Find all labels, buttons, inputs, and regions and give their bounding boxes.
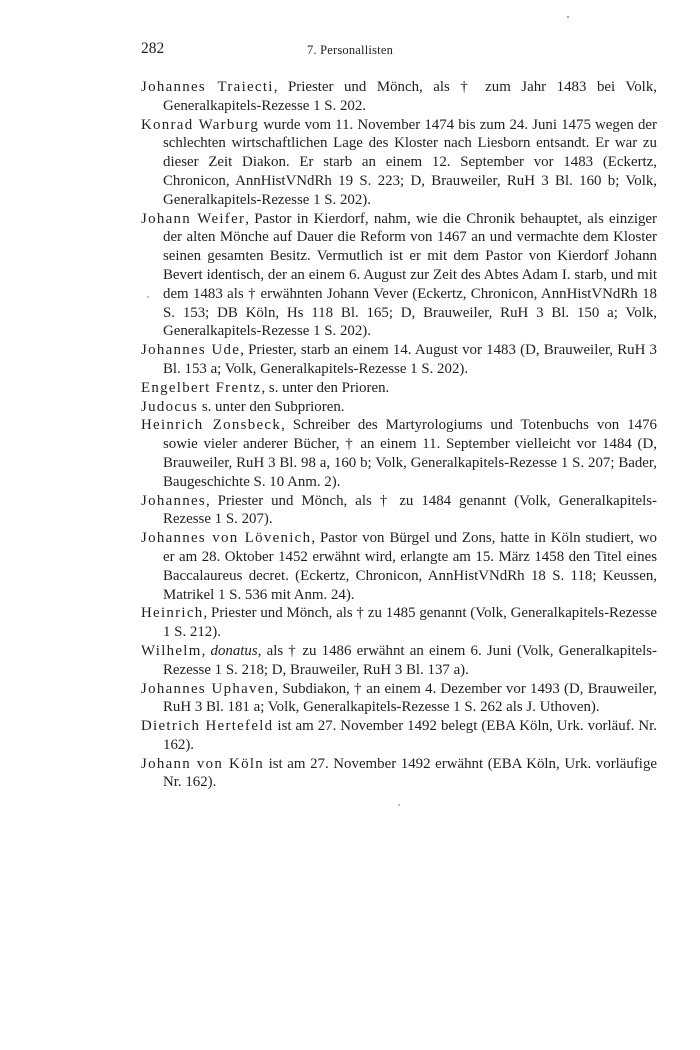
scan-speck [398, 804, 400, 806]
scan-speck [147, 296, 149, 298]
entry-name: Johannes von Lövenich [141, 530, 312, 547]
list-entry-hertefeld [141, 717, 657, 755]
entry-name: Dietrich Hertefeld [141, 718, 274, 735]
entry-text: , Priester und Mönch, als † zu 1484 genannt (Volk, Generalkapitels-Rezesse 1 S. 207). [163, 492, 657, 528]
entry-italic-term: donatus [210, 642, 258, 659]
list-entry-heinrich [141, 604, 657, 642]
entry-name: Engelbert Frentz [141, 379, 262, 396]
entry-name: Johannes Ude [141, 342, 241, 359]
list-entry-frentz [141, 379, 657, 398]
scan-speck [567, 16, 569, 18]
list-entry-uphaven [141, 680, 657, 718]
entry-text: , Priester und Mönch, als † zum Jahr 1483 bei Volk, Generalkapitels-Rezesse 1 S. 202. [163, 79, 657, 114]
entry-name: Heinrich Zonsbeck [141, 417, 282, 434]
entry-text: , s. unter den Prioren. [261, 379, 390, 396]
list-entry-koeln [141, 755, 657, 793]
list-entry-traiecti [141, 78, 657, 116]
entry-text: , [201, 642, 211, 659]
list-entry-johannes [141, 492, 657, 530]
personnel-list [141, 78, 657, 792]
entry-text: ist am 27. November 1492 erwähnt (EBA Köln, Urk. vorläufige Nr. 162). [163, 755, 657, 791]
entry-name: Konrad Warburg [141, 116, 260, 133]
entry-text: ist am 27. November 1492 belegt (EBA Köln, Urk. vorläuf. Nr. 162). [163, 718, 657, 753]
entry-text: , Priester und Mönch, als † zu 1485 genannt (Volk, Generalkapitels-Rezesse 1 S. 212). [163, 605, 657, 641]
entry-text: , Priester, starb an einem 14. August vor 1483 (D, Brauweiler, RuH 3 Bl. 153 a; Volk, Generalkapitels-Rezesse 1 S. 202). [163, 342, 657, 377]
running-head: 7. Personallisten [306, 43, 394, 57]
entry-text: s. unter den Subprioren. [198, 398, 345, 415]
entry-name: Johannes Uphaven [141, 680, 275, 697]
entry-name: Heinrich [141, 605, 204, 622]
entry-name: Judocus [141, 398, 199, 415]
entry-name: Johann von Köln [141, 755, 265, 772]
list-entry-warburg [141, 116, 657, 210]
entry-name: Johann Weifer [141, 210, 246, 227]
list-entry-wilhelm [141, 642, 657, 680]
page-number: 282 [141, 40, 165, 57]
list-entry-ude [141, 341, 657, 379]
list-entry-weifer [141, 210, 657, 342]
list-entry-loevenich [141, 529, 657, 604]
entry-text: , Pastor von Bürgel und Zons, hatte in Köln studiert, wo er am 28. Oktober 1452 erwähnt wird, erlangte am 15. März 1458 den Titel eines Baccalaureus decret. (Eckertz, Chronicon, AnnHistVNdRh 18 S. 118; Keussen, Matrikel 1 S. 536 mit Anm. 24). [163, 530, 658, 603]
list-entry-judocus [141, 398, 657, 417]
entry-name: Johannes Traiecti [141, 79, 274, 95]
entry-text: , Pastor in Kierdorf, nahm, wie die Chronik behauptet, als einziger der alten Mönche auf Dauer die Reform von 1467 an und vermachte dem Kloster seinen gesamten Besitz. Vermutlich ist er mit dem Pastor von Kierdorf Johann Bevert identisch, der an einem 6. August zur Zeit des Abtes Adam I. starb, und mit dem 1483 als † erwähnten Johann Vever (Eckertz, Chronicon, AnnHistVNdRh 18 S. 153; DB Köln, Hs 118 Bl. 165; D, Brauweiler, RuH 3 Bl. 150 a; Volk, Generalkapitels-Rezesse 1 S. 202). [163, 210, 657, 340]
entry-text: , Subdiakon, † an einem 4. Dezember vor 1493 (D, Brauweiler, RuH 3 Bl. 181 a; Volk, Generalkapitels-Rezesse 1 S. 262 als J. Uthoven). [163, 680, 657, 716]
entry-text: wurde vom 11. November 1474 bis zum 24. Juni 1475 wegen der schlechten wirtschaftlichen Lage des Kloster nach Liesborn entsandt. Er war zu dieser Zeit Diakon. Er starb an einem 12. September vor 1483 (Eckertz, Chronicon, AnnHistVNdRh 19 S. 223; D, Brauweiler, RuH 3 Bl. 160 b; Volk, Generalkapitels-Rezesse 1 S. 202). [163, 116, 657, 208]
entry-text: , Schreiber des Martyrologiums und Totenbuchs von 1476 sowie vieler anderer Bücher, † an einem 11. September vielleicht vor 1484 (D, Brauweiler, RuH 3 Bl. 98 a, 160 b; Volk, Generalkapitels-Rezesse 1 S. 207; Bader, Baugeschichte S. 10 Anm. 2). [163, 417, 657, 490]
entry-text-continued: , als † zu 1486 erwähnt an einem 6. Juni (Volk, Generalkapitels-Rezesse 1 S. 218; D, Brauweiler, RuH 3 Bl. 137 a). [163, 642, 657, 678]
list-entry-zonsbeck [141, 416, 657, 491]
entry-name: Johannes [141, 492, 206, 509]
entry-name: Wilhelm [141, 642, 202, 659]
